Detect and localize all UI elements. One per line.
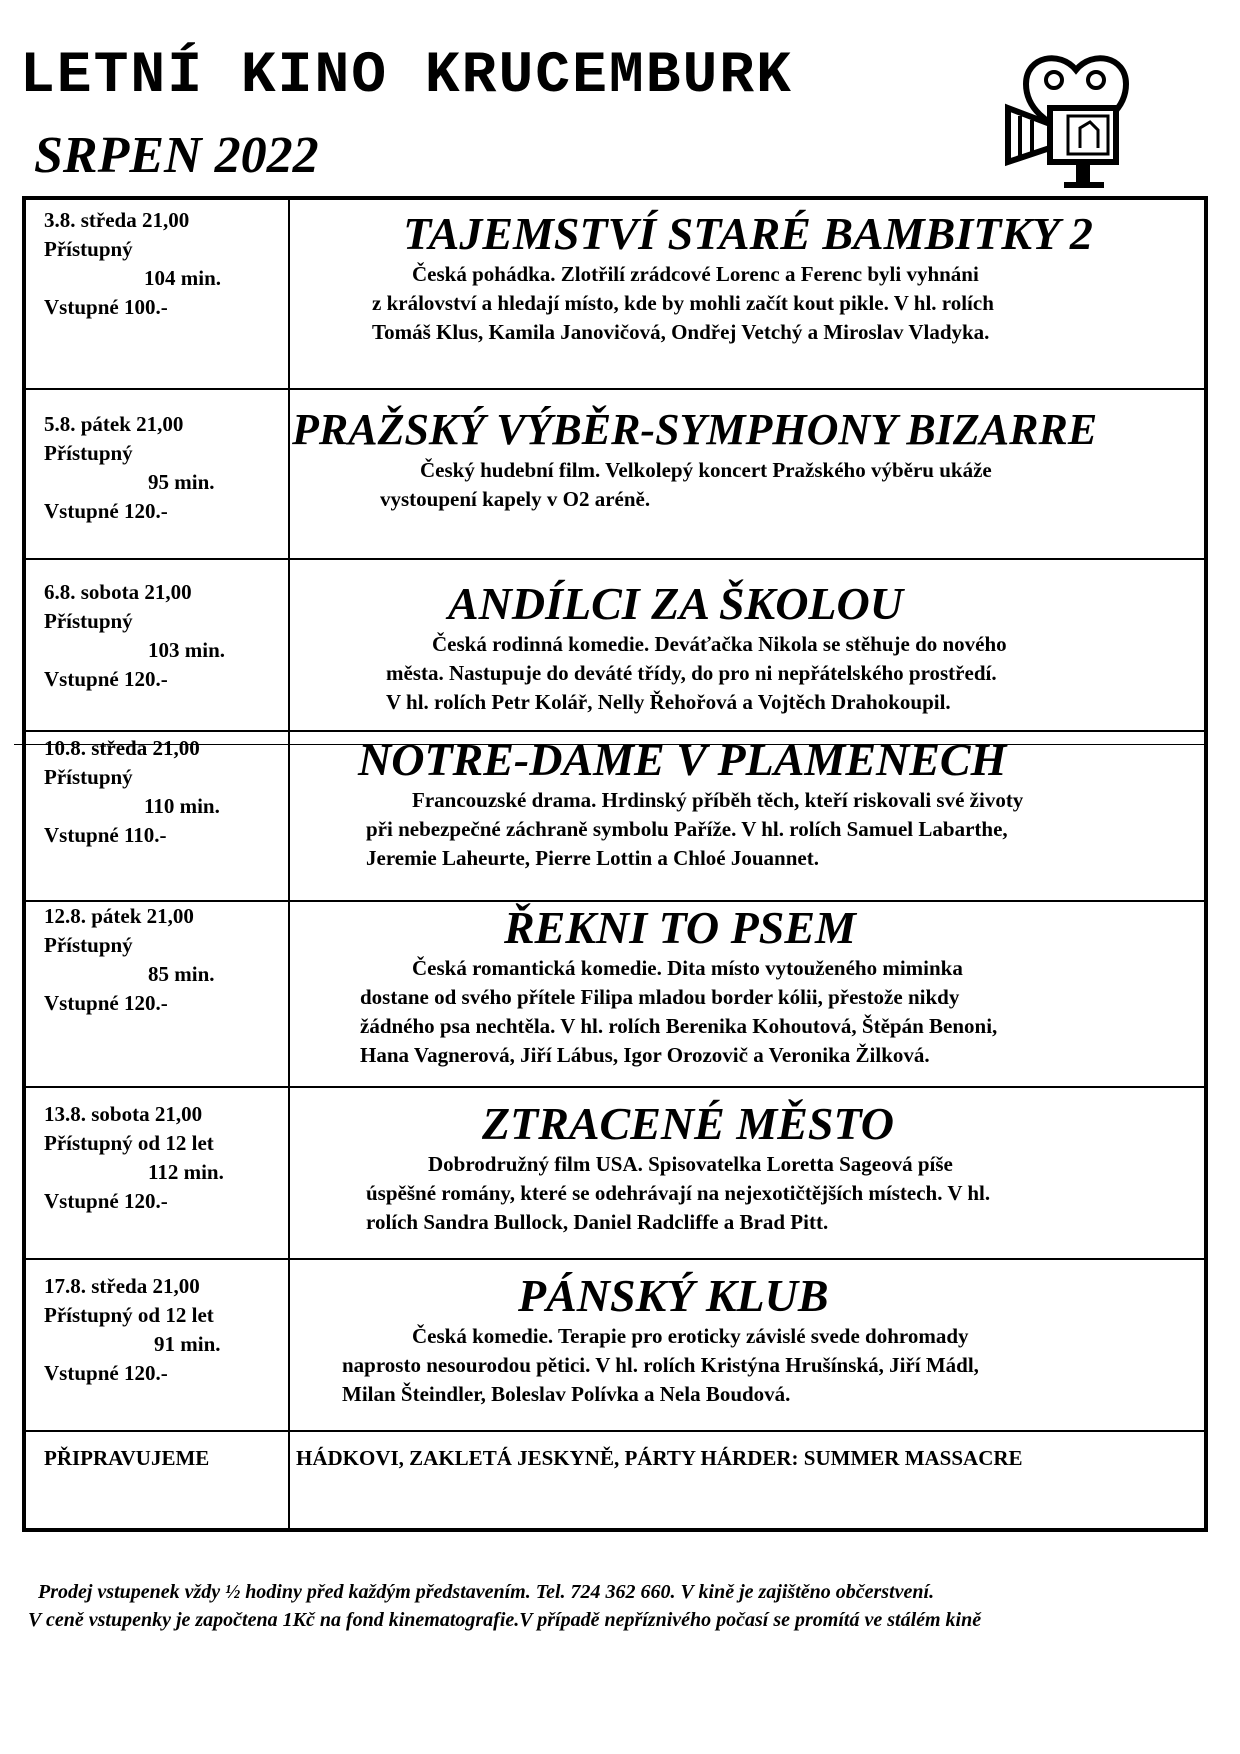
duration: 85 min. [148,962,215,986]
screening-info [44,578,284,694]
film-title: TAJEMSTVÍ STARÉ BAMBITKY 2 [403,208,1093,259]
film-title: NOTRE-DAME V PLAMENECH [358,734,1007,785]
footer-line: V ceně vstupenky je započtena 1Kč na fond kinematografie.V případě nepříznivého počasí se promítá ve stálém kině [28,1609,982,1631]
film-description [292,1322,1204,1409]
ticket-price: Vstupné 110.- [44,823,167,847]
age-rating: Přístupný od 12 let [44,1131,214,1155]
upcoming-row [26,1430,1204,1528]
film-description [292,456,1204,514]
ticket-price: Vstupné 120.- [44,991,168,1015]
page-title: LETNÍ KINO KRUCEMBURK [20,44,793,109]
date-time: 6.8. sobota 21,00 [44,580,192,604]
ticket-price: Vstupné 100.- [44,295,168,319]
screening-info [44,734,284,850]
film-details [292,560,1204,717]
age-rating: Přístupný [44,237,133,261]
program-row [26,730,1204,900]
film-description [292,630,1204,717]
film-title: PRAŽSKÝ VÝBĚR-SYMPHONY BIZARRE [292,405,1098,454]
desc-line: vystoupení kapely v O2 aréně. [380,487,651,511]
film-title: PÁNSKÝ KLUB [518,1270,829,1321]
ticket-price: Vstupné 120.- [44,1361,168,1385]
desc-line: Dobrodružný film USA. Spisovatelka Loretta Sageová píše [428,1152,953,1176]
duration: 95 min. [148,470,215,494]
duration: 110 min. [144,794,220,818]
film-details [292,1260,1204,1409]
desc-line: města. Nastupuje do deváté třídy, do pro ni nepřátelského prostředí. [386,661,997,685]
desc-line: Česká komedie. Terapie pro eroticky závislé svede dohromady [412,1324,969,1348]
desc-line: Česká romantická komedie. Dita místo vytouženého miminka [412,956,963,980]
film-description [292,786,1204,873]
upcoming-list: HÁDKOVI, ZAKLETÁ JESKYNĚ, PÁRTY HÁRDER: SUMMER MASSACRE [296,1446,1023,1470]
program-row [26,200,1204,388]
program-row [26,558,1204,730]
program-table [22,196,1208,1532]
desc-line: Jeremie Laheurte, Pierre Lottin a Chloé Jouannet. [366,846,819,870]
desc-line: při nebezpečné záchraně symbolu Paříže. V hl. rolích Samuel Labarthe, [366,817,1008,841]
film-title: ŘEKNI TO PSEM [504,902,856,953]
desc-line: dostane od svého přítele Filipa mladou border kólii, přestože nikdy [360,985,960,1009]
desc-line: Francouzské drama. Hrdinský příběh těch, kteří riskovali své životy [412,788,1024,812]
film-details [292,1088,1204,1237]
age-rating: Přístupný [44,441,133,465]
film-description [292,1150,1204,1237]
film-description [292,954,1204,1070]
film-description [292,260,1204,347]
duration: 104 min. [144,266,222,290]
age-rating: Přístupný od 12 let [44,1303,214,1327]
ticket-price: Vstupné 120.- [44,1189,168,1213]
desc-line: žádného psa nechtěla. V hl. rolích Berenika Kohoutová, Štěpán Benoni, [360,1014,998,1038]
date-time: 3.8. středa 21,00 [44,208,190,232]
date-time: 5.8. pátek 21,00 [44,412,184,436]
desc-line: naprosto nesourodou pětici. V hl. rolích Kristýna Hrušínská, Jiří Mádl, [342,1353,979,1377]
duration: 91 min. [154,1332,221,1356]
film-details [292,902,1204,1070]
screening-info [44,1272,284,1388]
upcoming-films [292,1432,1204,1473]
film-details [292,732,1204,873]
age-rating: Přístupný [44,933,133,957]
film-title: ANDÍLCI ZA ŠKOLOU [448,578,903,629]
desc-line: Česká pohádka. Zlotřilí zrádcové Lorenc a Ferenc byli vyhnáni [412,262,979,286]
desc-line: Milan Šteindler, Boleslav Polívka a Nela Boudová. [342,1382,791,1406]
age-rating: Přístupný [44,609,133,633]
upcoming-label: PŘIPRAVUJEME [44,1446,210,1470]
date-time: 17.8. středa 21,00 [44,1274,200,1298]
ticket-price: Vstupné 120.- [44,667,168,691]
date-time: 12.8. pátek 21,00 [44,904,194,928]
duration: 112 min. [148,1160,224,1184]
program-row [26,900,1204,1086]
desc-line: Česká rodinná komedie. Deváťačka Nikola se stěhuje do nového [432,632,1007,656]
screening-info [44,410,284,526]
screening-info [44,1100,284,1216]
footer-notes [28,1578,1228,1634]
film-details [292,200,1204,347]
desc-line: Tomáš Klus, Kamila Janovičová, Ondřej Vetchý a Miroslav Vladyka. [372,320,990,344]
desc-line: rolích Sandra Bullock, Daniel Radcliffe a Brad Pitt. [366,1210,829,1234]
program-row [26,388,1204,558]
ticket-price: Vstupné 120.- [44,499,168,523]
screening-info [44,206,284,322]
desc-line: V hl. rolích Petr Kolář, Nelly Řehořová a Vojtěch Drahokoupil. [386,690,951,714]
desc-line: Hana Vagnerová, Jiří Lábus, Igor Orozovič a Veronika Žilková. [360,1043,930,1067]
date-time: 10.8. středa 21,00 [44,736,200,760]
month-subtitle: SRPEN 2022 [34,127,319,184]
screening-info [44,902,284,1018]
film-details [292,390,1204,514]
duration: 103 min. [148,638,226,662]
desc-line: Český hudební film. Velkolepý koncert Pražského výběru ukáže [420,458,992,482]
program-row [26,1258,1204,1430]
film-title: ZTRACENÉ MĚSTO [482,1098,894,1149]
age-rating: Přístupný [44,765,133,789]
footer-line: Prodej vstupenek vždy ½ hodiny před každým představením. Tel. 724 362 660. V kině je zajištěno občerstvení. [38,1581,935,1603]
film-projector-icon [998,44,1170,194]
date-time: 13.8. sobota 21,00 [44,1102,203,1126]
desc-line: z království a hledají místo, kde by mohli začít kout pikle. V hl. rolích [372,291,994,315]
desc-line: úspěšné romány, které se odehrávají na nejexotičtějších místech. V hl. [366,1181,991,1205]
program-row [26,1086,1204,1258]
